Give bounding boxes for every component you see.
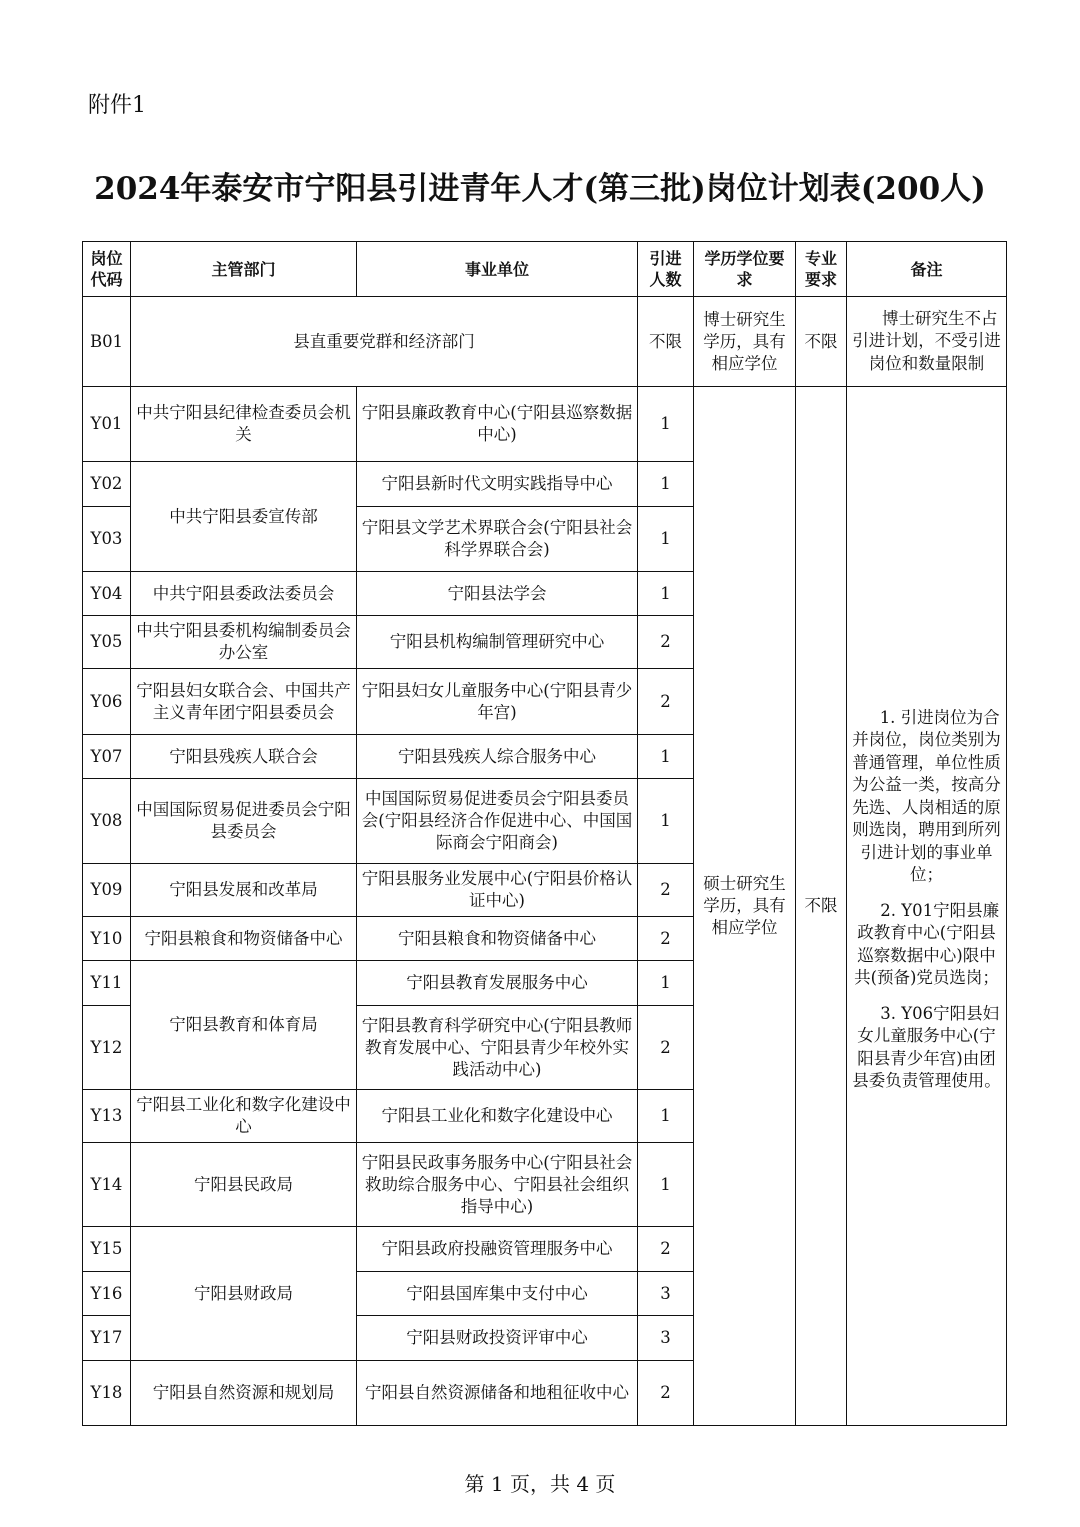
cell-unit: 宁阳县廉政教育中心(宁阳县巡察数据中心) bbox=[357, 387, 638, 462]
cell-dept: 宁阳县粮食和物资储备中心 bbox=[131, 917, 357, 961]
cell-unit: 宁阳县国库集中支付中心 bbox=[357, 1272, 638, 1316]
note-doctor: 博士研究生不占引进计划，不受引进岗位和数量限制 bbox=[852, 308, 1001, 373]
cell-count: 2 bbox=[638, 917, 694, 961]
cell-code: Y18 bbox=[83, 1361, 131, 1426]
cell-unit: 宁阳县粮食和物资储备中心 bbox=[357, 917, 638, 961]
cell-code: Y14 bbox=[83, 1143, 131, 1227]
cell-dept: 宁阳县财政局 bbox=[131, 1227, 357, 1361]
cell-count: 1 bbox=[638, 779, 694, 864]
cell-major-master: 不限 bbox=[796, 387, 847, 1426]
cell-unit: 宁阳县教育发展服务中心 bbox=[357, 961, 638, 1006]
cell-unit: 宁阳县财政投资评审中心 bbox=[357, 1316, 638, 1361]
cell-code: Y07 bbox=[83, 735, 131, 779]
cell-unit: 宁阳县新时代文明实践指导中心 bbox=[357, 462, 638, 507]
cell-dept: 宁阳县教育和体育局 bbox=[131, 961, 357, 1090]
note-item-2: 2. Y01宁阳县廉政教育中心(宁阳县巡察数据中心)限中共(预备)党员选岗； bbox=[854, 900, 1000, 987]
cell-dept-unit: 县直重要党群和经济部门 bbox=[131, 297, 638, 387]
cell-code: Y05 bbox=[83, 616, 131, 669]
cell-count: 1 bbox=[638, 507, 694, 572]
cell-unit: 宁阳县工业化和数字化建设中心 bbox=[357, 1090, 638, 1143]
cell-code: Y15 bbox=[83, 1227, 131, 1272]
cell-count: 1 bbox=[638, 1090, 694, 1143]
cell-dept: 中国国际贸易促进委员会宁阳县委员会 bbox=[131, 779, 357, 864]
cell-code: Y03 bbox=[83, 507, 131, 572]
cell-count: 1 bbox=[638, 1143, 694, 1227]
cell-count: 3 bbox=[638, 1316, 694, 1361]
cell-code: Y10 bbox=[83, 917, 131, 961]
position-plan-table bbox=[82, 241, 1007, 1426]
cell-dept: 中共宁阳县委宣传部 bbox=[131, 462, 357, 572]
cell-count: 2 bbox=[638, 1006, 694, 1090]
cell-code: Y13 bbox=[83, 1090, 131, 1143]
cell-count: 1 bbox=[638, 387, 694, 462]
cell-dept: 宁阳县发展和改革局 bbox=[131, 864, 357, 917]
cell-note bbox=[847, 297, 1007, 387]
cell-unit: 中国国际贸易促进委员会宁阳县委员会(宁阳县经济合作促进中心、中国国际商会宁阳商会) bbox=[357, 779, 638, 864]
cell-code: B01 bbox=[83, 297, 131, 387]
cell-dept: 中共宁阳县纪律检查委员会机关 bbox=[131, 387, 357, 462]
cell-unit: 宁阳县教育科学研究中心(宁阳县教师教育发展中心、宁阳县青少年校外实践活动中心) bbox=[357, 1006, 638, 1090]
header-unit: 事业单位 bbox=[357, 242, 638, 297]
page-footer: 第 1 页，共 4 页 bbox=[464, 1472, 616, 1496]
table-row-b01 bbox=[83, 297, 1007, 387]
cell-unit: 宁阳县服务业发展中心(宁阳县价格认证中心) bbox=[357, 864, 638, 917]
note-item-1: 1. 引进岗位为合并岗位，岗位类别为普通管理，单位性质为公益一类，按高分先选、人岗相适的原则选岗，聘用到所列引进计划的事业单位； bbox=[852, 707, 1001, 884]
cell-dept: 中共宁阳县委政法委员会 bbox=[131, 572, 357, 616]
cell-dept: 宁阳县自然资源和规划局 bbox=[131, 1361, 357, 1426]
header-count: 引进人数 bbox=[638, 242, 694, 297]
page-title: 2024年泰安市宁阳县引进青年人才(第三批)岗位计划表(200人) bbox=[94, 171, 986, 207]
cell-note-master bbox=[847, 387, 1007, 1426]
cell-count: 1 bbox=[638, 735, 694, 779]
cell-code: Y17 bbox=[83, 1316, 131, 1361]
cell-code: Y11 bbox=[83, 961, 131, 1006]
header-edu: 学历学位要求 bbox=[694, 242, 796, 297]
cell-count: 2 bbox=[638, 864, 694, 917]
header-dept: 主管部门 bbox=[131, 242, 357, 297]
cell-major: 不限 bbox=[796, 297, 847, 387]
attachment-label: 附件1 bbox=[88, 93, 146, 118]
cell-edu-master: 硕士研究生学历，具有相应学位 bbox=[694, 387, 796, 1426]
cell-code: Y12 bbox=[83, 1006, 131, 1090]
cell-count: 3 bbox=[638, 1272, 694, 1316]
cell-count: 不限 bbox=[638, 297, 694, 387]
cell-code: Y02 bbox=[83, 462, 131, 507]
cell-dept: 宁阳县民政局 bbox=[131, 1143, 357, 1227]
cell-count: 2 bbox=[638, 616, 694, 669]
cell-edu: 博士研究生学历，具有相应学位 bbox=[694, 297, 796, 387]
note-item-3: 3. Y06宁阳县妇女儿童服务中心(宁阳县青少年宫)由团县委负责管理使用。 bbox=[852, 1003, 1001, 1090]
cell-dept: 中共宁阳县委机构编制委员会办公室 bbox=[131, 616, 357, 669]
cell-code: Y01 bbox=[83, 387, 131, 462]
header-code: 岗位代码 bbox=[83, 242, 131, 297]
cell-code: Y04 bbox=[83, 572, 131, 616]
cell-unit: 宁阳县自然资源储备和地租征收中心 bbox=[357, 1361, 638, 1426]
header-note: 备注 bbox=[847, 242, 1007, 297]
cell-count: 1 bbox=[638, 961, 694, 1006]
cell-unit: 宁阳县政府投融资管理服务中心 bbox=[357, 1227, 638, 1272]
cell-unit: 宁阳县残疾人综合服务中心 bbox=[357, 735, 638, 779]
header-major: 专业要求 bbox=[796, 242, 847, 297]
cell-count: 1 bbox=[638, 572, 694, 616]
cell-count: 2 bbox=[638, 1227, 694, 1272]
cell-unit: 宁阳县机构编制管理研究中心 bbox=[357, 616, 638, 669]
cell-unit: 宁阳县法学会 bbox=[357, 572, 638, 616]
cell-code: Y08 bbox=[83, 779, 131, 864]
cell-dept: 宁阳县妇女联合会、中国共产主义青年团宁阳县委员会 bbox=[131, 669, 357, 735]
cell-code: Y16 bbox=[83, 1272, 131, 1316]
cell-count: 2 bbox=[638, 1361, 694, 1426]
cell-code: Y09 bbox=[83, 864, 131, 917]
cell-unit: 宁阳县文学艺术界联合会(宁阳县社会科学界联合会) bbox=[357, 507, 638, 572]
cell-code: Y06 bbox=[83, 669, 131, 735]
cell-unit: 宁阳县民政事务服务中心(宁阳县社会救助综合服务中心、宁阳县社会组织指导中心) bbox=[357, 1143, 638, 1227]
cell-count: 1 bbox=[638, 462, 694, 507]
cell-dept: 宁阳县残疾人联合会 bbox=[131, 735, 357, 779]
header-row bbox=[83, 242, 1007, 297]
cell-unit: 宁阳县妇女儿童服务中心(宁阳县青少年宫) bbox=[357, 669, 638, 735]
cell-dept: 宁阳县工业化和数字化建设中心 bbox=[131, 1090, 357, 1143]
cell-count: 2 bbox=[638, 669, 694, 735]
table-row bbox=[83, 387, 1007, 462]
